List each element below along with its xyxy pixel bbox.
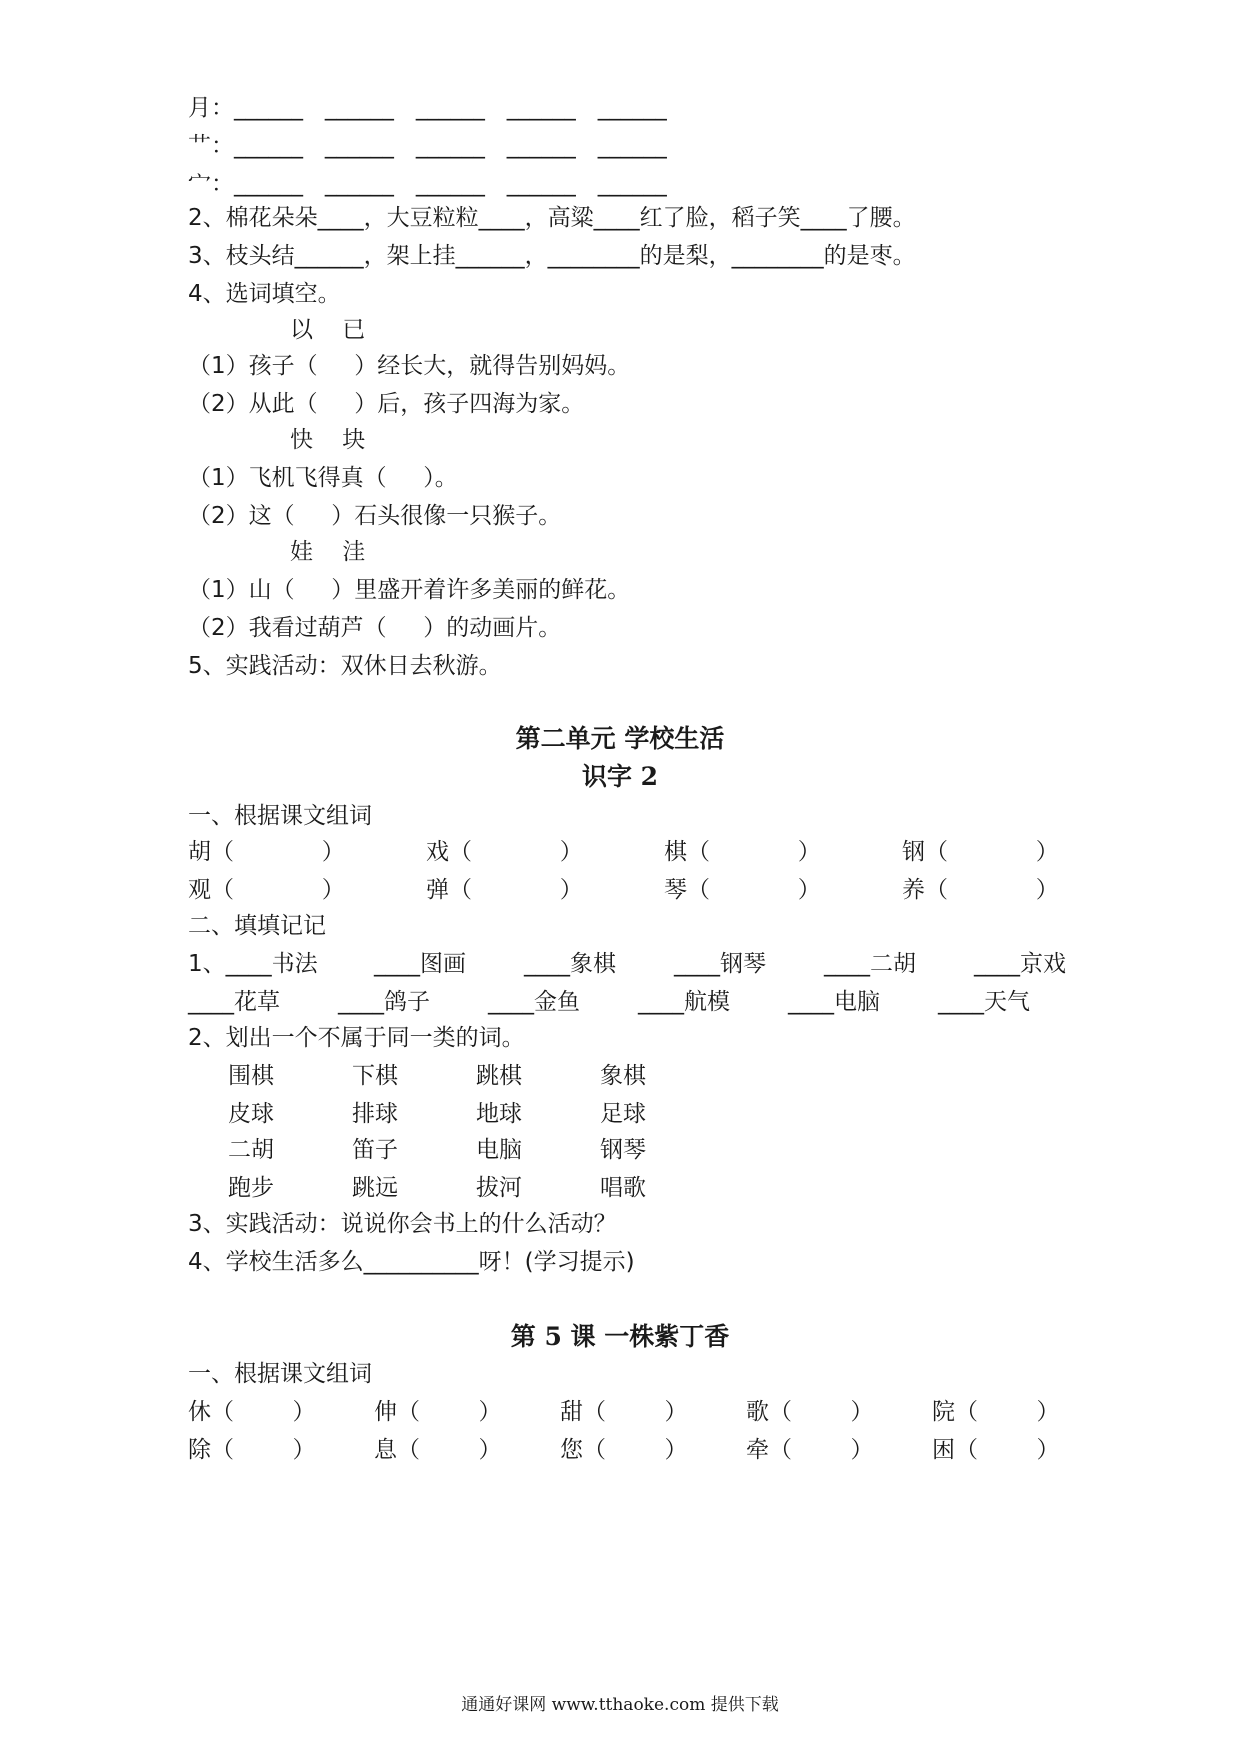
fill-word: ____鸽子 — [338, 989, 430, 1015]
group-word: 跳远 — [352, 1175, 398, 1201]
fill-item: （2）我看过葫芦（ ）的动画片。 — [188, 615, 562, 641]
word-cell: 钢（ ） — [902, 839, 1059, 865]
question-4: 4、选词填空。 — [188, 281, 341, 307]
group-word: 跑步 — [228, 1175, 274, 1201]
group-word: 跳棋 — [476, 1063, 522, 1089]
word-cell: 困（ ） — [932, 1437, 1060, 1463]
word-pair-3: 娃 洼 — [290, 539, 366, 565]
word-cell: 牵（ ） — [746, 1437, 874, 1463]
group-word: 拔河 — [476, 1175, 522, 1201]
question-3: 3、实践活动：说说你会书上的什么活动？ — [188, 1211, 617, 1237]
fill-item: （2）从此（ ）后，孩子四海为家。 — [188, 391, 585, 417]
word-cell: 胡（ ） — [188, 839, 345, 865]
word-cell: 甜（ ） — [560, 1399, 688, 1425]
section-heading: 一、根据课文组词 — [188, 803, 372, 829]
word-cell: 您（ ） — [560, 1437, 688, 1463]
fill-word: 1、____书法 — [188, 951, 318, 977]
unit-title: 第二单元 学校生活 — [515, 724, 725, 753]
word-cell: 伸（ ） — [374, 1399, 502, 1425]
fill-word: ____钢琴 — [674, 951, 766, 977]
question-3: 3、枝头结______，架上挂______，________的是梨，________的是枣。 — [188, 243, 916, 269]
word-cell: 弹（ ） — [426, 877, 583, 903]
group-word: 二胡 — [228, 1137, 274, 1163]
question-2: 2、划出一个不属于同一类的词。 — [188, 1025, 525, 1051]
word-cell: 戏（ ） — [426, 839, 583, 865]
word-cell: 歌（ ） — [746, 1399, 874, 1425]
radical-row-mian: 宀：______ ______ ______ ______ ______ — [188, 171, 667, 197]
group-word: 围棋 — [228, 1063, 274, 1089]
question-2: 2、棉花朵朵____，大豆粒粒____，高粱____红了脸，稻子笑____了腰。 — [188, 205, 916, 231]
fill-word: ____花草 — [188, 989, 280, 1015]
group-word: 钢琴 — [600, 1137, 646, 1163]
word-cell: 观（ ） — [188, 877, 345, 903]
fill-word: ____京戏 — [974, 951, 1066, 977]
group-word: 足球 — [600, 1101, 646, 1127]
word-cell: 琴（ ） — [664, 877, 821, 903]
lesson-title: 第 5 课 一株紫丁香 — [510, 1322, 730, 1351]
group-word: 地球 — [476, 1101, 522, 1127]
section-heading: 一、根据课文组词 — [188, 1361, 372, 1387]
unit-subtitle: 识字 2 — [581, 762, 659, 791]
question-5: 5、实践活动：双休日去秋游。 — [188, 653, 502, 679]
group-word: 电脑 — [476, 1137, 522, 1163]
fill-word: ____金鱼 — [488, 989, 580, 1015]
question-4: 4、学校生活多么__________呀！(学习提示) — [188, 1249, 635, 1275]
word-cell: 息（ ） — [374, 1437, 502, 1463]
radical-row-cao: 艹：______ ______ ______ ______ ______ — [188, 133, 667, 159]
group-word: 排球 — [352, 1101, 398, 1127]
fill-item: （1）孩子（ ）经长大，就得告别妈妈。 — [188, 353, 631, 379]
fill-word: ____二胡 — [824, 951, 916, 977]
word-cell: 除（ ） — [188, 1437, 316, 1463]
word-cell: 棋（ ） — [664, 839, 821, 865]
radical-row-yue: 月：______ ______ ______ ______ ______ — [188, 95, 667, 121]
group-word: 下棋 — [352, 1063, 398, 1089]
group-word: 笛子 — [352, 1137, 398, 1163]
fill-word: ____电脑 — [788, 989, 880, 1015]
fill-item: （2）这（ ）石头很像一只猴子。 — [188, 503, 562, 529]
fill-item: （1）飞机飞得真（ ）。 — [188, 465, 458, 491]
word-cell: 院（ ） — [932, 1399, 1060, 1425]
fill-word: ____象棋 — [524, 951, 616, 977]
fill-word: ____图画 — [374, 951, 466, 977]
group-word: 皮球 — [228, 1101, 274, 1127]
section-heading: 二、填填记记 — [188, 913, 326, 939]
fill-item: （1）山（ ）里盛开着许多美丽的鲜花。 — [188, 577, 631, 603]
word-pair-1: 以 已 — [290, 317, 366, 343]
fill-word: ____天气 — [938, 989, 1030, 1015]
group-word: 唱歌 — [600, 1175, 646, 1201]
word-cell: 养（ ） — [902, 877, 1059, 903]
fill-word: ____航模 — [638, 989, 730, 1015]
group-word: 象棋 — [600, 1063, 646, 1089]
footer-credit: 通通好课网 www.tthaoke.com 提供下载 — [461, 1695, 779, 1715]
word-pair-2: 快 块 — [290, 427, 366, 453]
word-cell: 休（ ） — [188, 1399, 316, 1425]
